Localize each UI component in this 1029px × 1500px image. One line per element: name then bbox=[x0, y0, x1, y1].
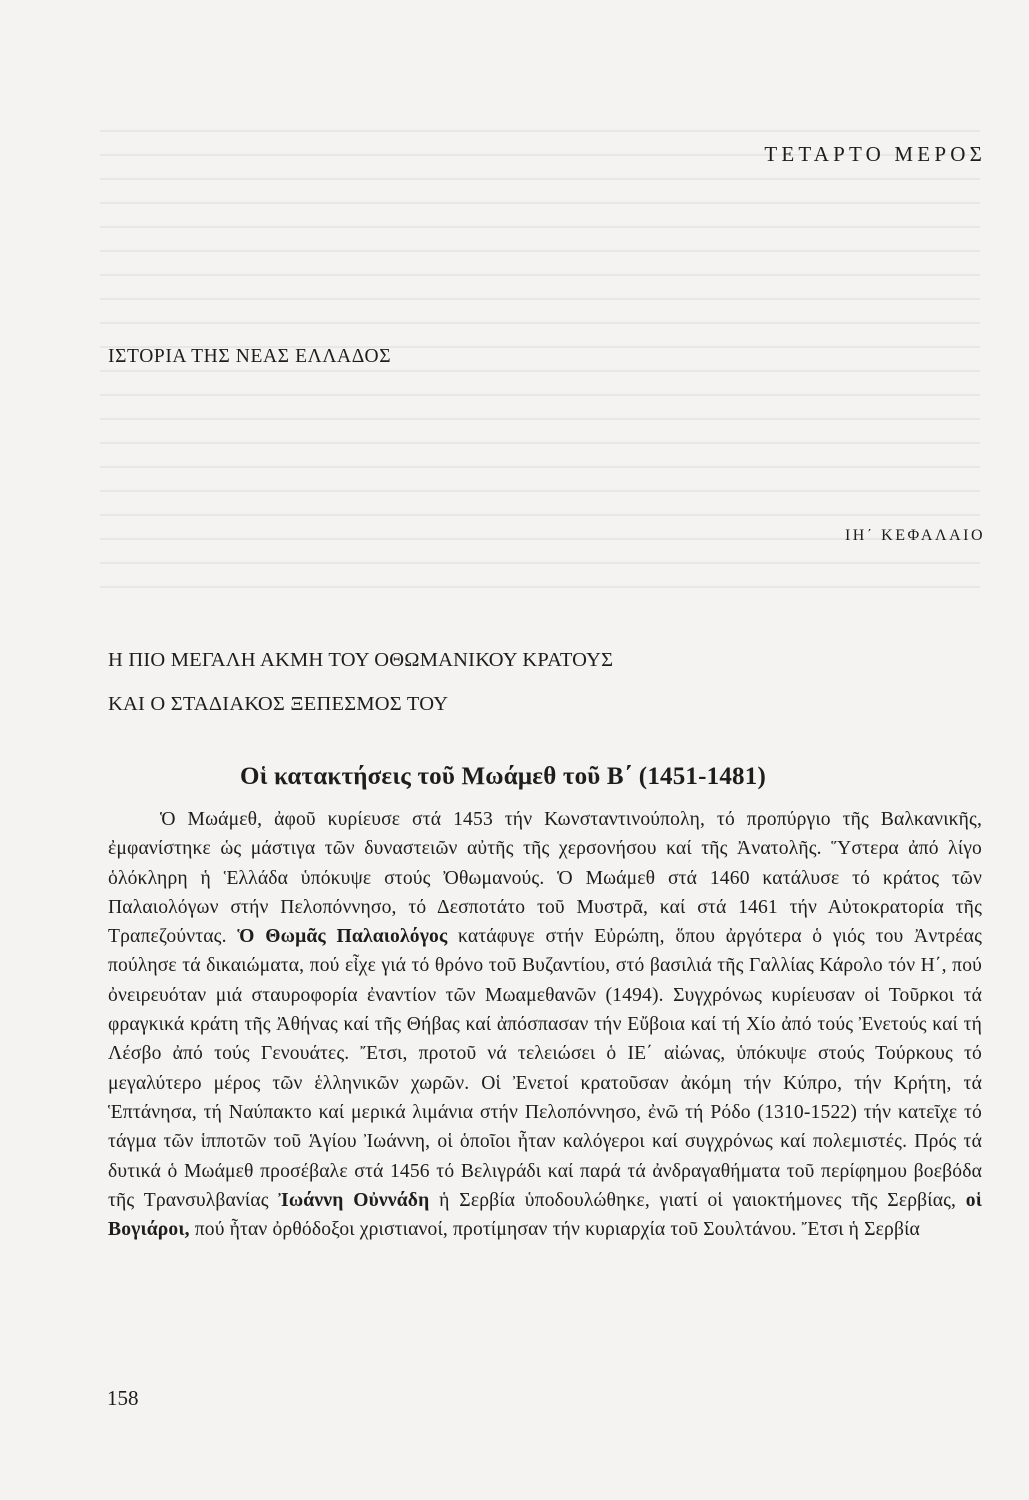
bold-term-boyars: οἱ Βογιάροι, bbox=[108, 1189, 982, 1241]
bold-name-thomas: Ὁ Θωμᾶς Παλαιολόγος bbox=[237, 926, 448, 948]
part-title: ΤΕΤΑΡΤΟ ΜΕΡΟΣ bbox=[764, 142, 986, 166]
chapter-number: ΙΗ΄ ΚΕΦΑΛΑΙΟ bbox=[844, 527, 985, 544]
chapter-title-line-2: ΚΑΙ Ο ΣΤΑΔΙΑΚΟΣ ΞΕΠΕΣΜΟΣ ΤΟΥ bbox=[108, 693, 449, 715]
chapter-title-line-1: Η ΠΙΟ ΜΕΓΑΛΗ ΑΚΜΗ ΤΟΥ ΟΘΩΜΑΝΙΚΟΥ ΚΡΑΤΟΥΣ bbox=[108, 649, 614, 671]
body-text-part-1: Ὁ Μωάμεθ, ἀφοῦ κυρίευσε στά 1453 τήν Κωνσταντινούπολη, τό προπύργιο τῆς Βαλκανικῆς, ἐμφανίστηκε ὡς μάστιγα τῶν δυναστειῶν αὐτῆς τῆς χερσονήσου καί τῆς Ἀνατολῆς. Ὕστερα ἀπό λίγο ὁλόκληρη ἡ Ἑλλάδα ὑπόκυψε στούς Ὀθωμανούς. Ὁ Μωάμεθ στά 1460 κατάλυσε τό κράτος τῶν Παλαιολόγων στήν Πελοπόννησο, τό Δεσποτάτο τοῦ Μυστρᾶ, καί στά 1461 τήν Αὐτοκρατορία τῆς Τραπεζούντας. bbox=[108, 809, 982, 948]
body-paragraph bbox=[108, 805, 982, 1244]
body-text-part-3: ἡ Σερβία ὑποδουλώθηκε, γιατί οἱ γαιοκτήμονες τῆς Σερβίας, bbox=[429, 1189, 966, 1211]
body-text-part-4: πού ἦταν ὀρθόδοξοι χριστιανοί, προτίμησαν τήν κυριαρχία τοῦ Σουλτάνου. Ἔτσι ἡ Σερβία bbox=[189, 1219, 920, 1241]
book-title: ΙΣΤΟΡΙΑ ΤΗΣ ΝΕΑΣ ΕΛΛΑΔΟΣ bbox=[108, 346, 392, 367]
body-text-part-2: κατάφυγε στήν Εὐρώπη, ὅπου ἀργότερα ὁ γιός του Ἀντρέας πούλησε τά δικαιώματα, πού εἶχε γιά τό θρόνο τοῦ Βυζαντίου, στό βασιλιά τῆς Γαλλίας Κάρολο τόν Η΄, πού ὀνειρευόταν μιά σταυροφορία ἐναντίον τῶν Μωαμεθανῶν (1494). Συγχρόνως κυρίευσαν οἱ Τοῦρκοι τά φραγκικά κράτη τῆς Ἀθήνας καί τῆς Θήβας καί ἀπόσπασαν τήν Εὔβοια καί τή Χίο ἀπό τούς Ἐνετούς καί τή Λέσβο ἀπό τούς Γενουάτες. Ἔτσι, προτοῦ νά τελειώσει ὁ ΙΕ΄ αἰώνας, ὑπόκυψε στούς Τούρκους τό μεγαλύτερο μέρος τῶν ἑλληνικῶν χωρῶν. Οἱ Ἐνετοί κρατοῦσαν ἀκόμη τήν Κύπρο, τήν Κρήτη, τά Ἑπτάνησα, τή Ναύπακτο καί μερικά λιμάνια στήν Πελοπόννησο, ἐνῶ τή Ρόδο (1310-1522) τήν κατεῖχε τό τάγμα τῶν ἱπποτῶν τοῦ Ἁγίου Ἰωάννη, οἱ ὁποῖοι ἦταν καλόγεροι καί συγχρόνως καί πολεμιστές. Πρός τά δυτικά ὁ Μωάμεθ προσέβαλε στά 1456 τό Βελιγράδι καί παρά τά ἀνδραγαθήματα τοῦ περίφημου βοεβόδα τῆς Τρανσυλβανίας bbox=[108, 926, 982, 1211]
paper-show-through bbox=[100, 130, 980, 630]
section-title: Οἱ κατακτήσεις τοῦ Μωάμεθ τοῦ Β΄ (1451-1481) bbox=[240, 763, 766, 790]
page-number: 158 bbox=[107, 1386, 139, 1410]
bold-name-hunyadi: Ἰωάννη Οὐννάδη bbox=[278, 1189, 430, 1211]
